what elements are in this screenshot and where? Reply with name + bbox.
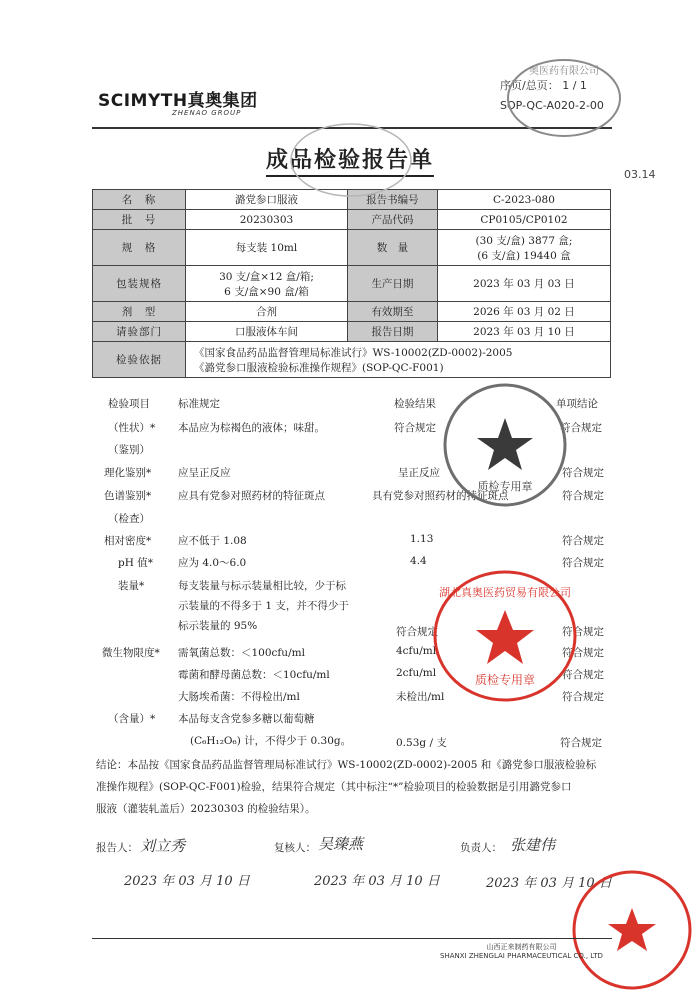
conclusion-line-3: 服液（灌装轧盖后）20230303 的检验结果）。: [96, 803, 316, 815]
quantity-line-2: (6 支/盒) 19440 盒: [477, 249, 571, 262]
gray-company-stamp: [504, 56, 624, 140]
standard-mold-yeast: 霉菌和酵母菌总数：＜10cfu/ml: [178, 669, 330, 681]
expiry-label: 有效期至: [347, 302, 437, 322]
result-ph: 4.4: [410, 555, 427, 567]
expiry-value: 2026 年 03 月 02 日: [437, 302, 610, 322]
conclusion-text: [96, 754, 612, 820]
reviewer-date: 2023 年 03 月 10 日: [314, 874, 440, 889]
manager-date: 2023 年 03 月 10 日: [486, 876, 612, 891]
svg-text:奥医药有限公司: 奥医药有限公司: [529, 66, 599, 77]
footer-company-en: SHANXI ZHENGLAI PHARMACEUTICAL CO., LTD: [440, 952, 603, 960]
conclusion-ph: 符合规定: [562, 557, 604, 569]
red-company-stamp: [430, 566, 580, 706]
conclusion-ecoli: 符合规定: [562, 691, 604, 703]
item-microbial: 微生物限度*: [102, 647, 160, 659]
item-physchem-id: 理化鉴别*: [104, 467, 152, 479]
basis-line-2: 《潞党参口服液检验标准操作规程》(SOP-QC-F001): [194, 361, 444, 374]
logo-subtitle: ZHENAO GROUP: [172, 109, 242, 117]
basis-value: [186, 342, 611, 378]
item-appearance: （性状）*: [108, 422, 156, 434]
conclusion-appearance: 符合规定: [560, 422, 602, 434]
page-number: 序页/总页： 1 / 1: [500, 79, 587, 92]
batch-label: 批 号: [93, 210, 186, 230]
batch-value: 20230303: [186, 210, 348, 230]
conclusion-mold-yeast: 符合规定: [562, 669, 604, 681]
standard-physchem-id: 应呈正反应: [178, 467, 231, 479]
result-content: 0.53g / 支: [396, 737, 447, 749]
result-ecoli: 未检出/ml: [396, 691, 445, 703]
result-density: 1.13: [410, 533, 434, 545]
col-result-header: 检验结果: [394, 398, 436, 410]
item-density: 相对密度*: [104, 535, 152, 547]
spec-label: 规 格: [93, 230, 186, 266]
standard-ph: 应为 4.0～6.0: [178, 557, 247, 569]
company-stamp-label: 质检专用章: [474, 673, 536, 687]
conclusion-line-2: 准操作规程》(SOP-QC-F001)检验，结果符合规定（其中标注“*”检验项目的检验数据是引用潞党参口: [96, 781, 572, 793]
handwritten-note: 03.14: [624, 168, 656, 181]
product-code-label: 产品代码: [347, 210, 437, 230]
standard-fill-volume-2: 示装量的不得多于 1 支，并不得少于: [178, 600, 349, 612]
reviewer-label: 复核人：: [274, 842, 316, 854]
dosage-form-value: 合剂: [186, 302, 348, 322]
qc-stamp-label: 质检专用章: [477, 480, 533, 493]
reporter-signature: 刘立秀: [140, 837, 186, 855]
conclusion-physchem-id: 符合规定: [562, 467, 604, 479]
standard-fill-volume-3: 标示装量的 95%: [178, 620, 258, 632]
gray-seal-faint: [286, 118, 416, 202]
result-fill-volume: 符合规定: [396, 626, 438, 638]
manager-signature: 张建伟: [510, 836, 556, 854]
quantity-line-1: (30 支/盒) 3877 盒;: [475, 234, 573, 247]
section-identification: （鉴别）: [108, 444, 150, 456]
result-aerobic: 4cfu/ml: [396, 645, 437, 657]
result-chromatography-id: 具有党参对照药材的特征斑点: [372, 490, 509, 502]
standard-density: 应不低于 1.08: [178, 535, 247, 547]
product-info-table: [92, 189, 611, 378]
result-mold-yeast: 2cfu/ml: [396, 667, 437, 679]
standard-aerobic: 需氧菌总数：＜100cfu/ml: [178, 647, 305, 659]
doc-code: SOP-QC-A020-2-00: [500, 99, 604, 112]
conclusion-content: 符合规定: [560, 737, 602, 749]
conclusion-line-1: 结论：本品按《国家食品药品监督管理局标准试行》WS-10002(ZD-0002)-2005 和《潞党参口服液检验标: [96, 759, 597, 771]
standard-content-1: 本品每支含党参多糖以葡萄糖: [178, 713, 315, 725]
basis-line-1: 《国家食品药品监督管理局标准试行》WS-10002(ZD-0002)-2005: [194, 346, 513, 359]
item-content: （含量）*: [108, 713, 156, 725]
footer-divider: [92, 938, 612, 939]
dosage-form-label: 剂 型: [93, 302, 186, 322]
item-fill-volume: 装量*: [118, 580, 145, 592]
page-title: 成品检验报告单: [0, 143, 700, 174]
reporter-label: 报告人：: [96, 842, 138, 854]
package-value: [186, 266, 348, 302]
name-value: 潞党参口服液: [186, 190, 348, 210]
package-line-2: 6 支/盒×90 盒/箱: [224, 285, 309, 298]
logo-text: SCIMYTH真奥集团: [98, 91, 258, 111]
qc-stamp-gray: [440, 380, 570, 510]
production-date-value: 2023 年 03 月 03 日: [437, 266, 610, 302]
item-chromatography-id: 色谱鉴别*: [104, 490, 152, 502]
conclusion-fill-volume: 符合规定: [562, 626, 604, 638]
report-date-label: 报告日期: [347, 322, 437, 342]
manager-label: 负责人：: [460, 842, 502, 854]
dept-value: 口服液体车间: [186, 322, 348, 342]
col-standard-header: 标准规定: [178, 398, 220, 410]
product-code-value: CP0105/CP0102: [437, 210, 610, 230]
conclusion-chromatography-id: 符合规定: [562, 490, 604, 502]
quantity-label: 数 量: [347, 230, 437, 266]
spec-value: 每支装 10ml: [186, 230, 348, 266]
production-date-label: 生产日期: [347, 266, 437, 302]
section-inspection: （检查）: [108, 513, 150, 525]
footer-company-cn: 山西正来制药有限公司: [486, 943, 557, 951]
standard-fill-volume-1: 每支装量与标示装量相比较，少于标: [178, 580, 346, 592]
col-item-header: 检验项目: [108, 398, 150, 410]
company-stamp-name: 湖北真奥医药贸易有限公司: [439, 586, 571, 599]
col-conclusion-header: 单项结论: [556, 398, 598, 410]
name-label: 名 称: [93, 190, 186, 210]
report-date-value: 2023 年 03 月 10 日: [437, 322, 610, 342]
package-line-1: 30 支/盒×12 盒/箱;: [219, 270, 314, 283]
report-no-value: C-2023-080: [437, 190, 610, 210]
standard-ecoli: 大肠埃希菌：不得检出/ml: [178, 691, 300, 703]
item-ph: pH 值*: [118, 557, 153, 569]
standard-chromatography-id: 应具有党参对照药材的特征斑点: [178, 490, 325, 502]
reporter-date: 2023 年 03 月 10 日: [124, 874, 250, 889]
dept-label: 请验部门: [93, 322, 186, 342]
company-logo: [98, 86, 258, 117]
result-physchem-id: 呈正反应: [398, 467, 440, 479]
package-label: 包装规格: [93, 266, 186, 302]
standard-appearance: 本品应为棕褐色的液体；味甜。: [178, 422, 325, 434]
result-appearance: 符合规定: [394, 422, 436, 434]
footer-company: [440, 942, 603, 960]
conclusion-density: 符合规定: [562, 535, 604, 547]
conclusion-aerobic: 符合规定: [562, 647, 604, 659]
report-no-label: 报告书编号: [347, 190, 437, 210]
quantity-value: [437, 230, 610, 266]
red-bottom-stamp: [570, 868, 694, 992]
standard-content-2: (C₆H₁₂O₆) 计，不得少于 0.30g。: [190, 735, 352, 747]
basis-label: 检验依据: [93, 342, 186, 378]
reviewer-signature: 吴臻燕: [318, 835, 364, 853]
